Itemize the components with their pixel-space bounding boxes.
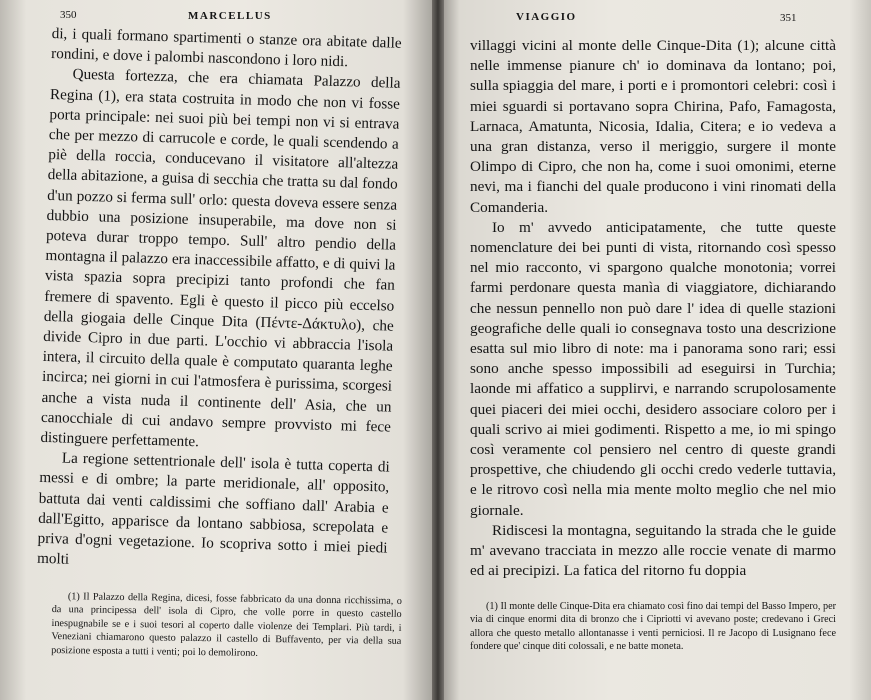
- right-page: [438, 0, 871, 700]
- left-page-number: 350: [60, 9, 77, 21]
- right-running-head: VIAGGIO: [516, 11, 577, 23]
- left-footnote-text: (1) Il Palazzo della Regina, dicesi, fosse fabbricato da una donna ricchissima, o da una principessa dell' isola di Cipro, che volle porre in questo castello inespugnabile se e i suoi tesori al coperto dalle violenze dei Templari. Più tardi, i Veneziani chiamarono questo palazzo il castello di Buffavento, per via della sua posizione esposta a tutti i venti; poi lo demolirono.: [51, 591, 402, 659]
- right-paragraph-1: villaggi vicini al monte delle Cinque-Dita (1); alcune città nelle immense pianure ch' io dominava da lontano; poi, sulla spiaggia del mare, i porti e i promontori celebri: così i miei sguardi si portavano sopra Chirina, Pafo, Famagosta, Larnaca, Amatunta, Nicosia, Idalia, Citera; e io vedeva a una gran distanza, verso il meriggio, surgere il monte Olimpo di Cipro, che non ha, come i suoi omonimi, eterne nevi, ma i fianchi del quale producono i vini rinomati della Comanderia.: [470, 37, 836, 216]
- right-page-number: 351: [780, 12, 797, 24]
- left-body-text: [37, 24, 402, 579]
- left-paragraph-1: di, i quali formano spartimenti o stanze ora abitate dalle rondini, e dove i palombi nascondono i loro nidi.: [50, 24, 402, 71]
- right-paragraph-3: Ridiscesi la montagna, seguitando la strada che le guide m' avevano tracciata in mezzo alle roccie venate di marmo ed ai precipizi. La fatica del ritorno fu doppia: [470, 521, 836, 580]
- book-gutter: [432, 0, 444, 700]
- right-footnote-text: (1) Il monte delle Cinque-Dita era chiamato così fino dai tempi del Basso Impero, per via di cinque enormi dita di bronzo che i Cipriotti vi avevano poste; credevano i Greci allora che questo metallo allontanasse i venti perniciosi. Il re Jacopo di Lusignano fece fondere que' cinque diti colossali, e ne batte moneta.: [470, 601, 836, 653]
- right-footnote: [470, 600, 836, 654]
- left-running-head: MARCELLUS: [188, 10, 272, 22]
- left-paragraph-3: La regione settentrionale dell' isola è tutta coperta di messi e di ombre; la parte meridionale, all' opposito, battuta dai venti caldissimi che soffiano dall' Arabia e dall'Egitto, apparisce da lontano sabbiosa, screpolata e priva d'ogni vegetazione. Io scopriva sotto i miei piedi molti: [36, 449, 390, 568]
- right-paragraph-2: Io m' avvedo anticipatamente, che tutte queste nomenclature dei bei punti di vista, ritornando così spesso nel mio racconto, vi spargono qualche monotonia; vorrei farmi perdonare questa manìa di viaggiatore, dichiarando che nessun pennello non può dare l' idea di quelle stazioni geografiche delle quali io consegnava tosto una descrizione esatta sul mio libro di note: ma i panorama sono rari; essi sono anche spesso impossibili ad eseguirsi in Turchia; laonde mi affatico a supplirvi, e narrando scrupolosamente quei piaceri dei miei occhi, desidero associare coloro per i quali scrivo ai miei godimenti. Rispetto a me, io mi spingo così veramente col pensiero nel centro di queste grandi prospettive, che chiudendo gli occhi credo vederle tuttavia, e le ritrovo così nella mia mente molto meglio che nel mio giornale.: [470, 218, 836, 519]
- left-paragraph-2: Questa fortezza, che era chiamata Palazzo della Regina (1), era stata costruita in modo che non vi fosse porta principale: nei suoi più bei tempi non vi si entrava che per mezzo di carrucole e corde, le quali scendendo a piè della roccia, conducevano il visitatore all'altezza della abitazione, a guisa di secchia che tratta su dal fondo d'un pozzo si ferma sull' orlo: questa doveva essere senza dubbio una posizione insuperabile, ma dove non si poteva durar troppo tempo. Sull' altro pendio della montagna il palazzo era inaccessibile affatto, e di quivi la vista spazia sopra precipizi tanto profondi che fan fremere di spavento. Egli è questo il picco più eccelso della giogaia delle Cinque Dita (Πέντε-Δάκτυλο), che divide Cipro in due parti. L'occhio vi abbraccia l'isola intera, il circuito della quale è computato quaranta leghe incirca; nei giorni in cui l'atmosfera è purissima, scorgesi anche a vista nuda il continente dell' Asia, che un canocchiale di cui andavo sempre provvisto mi fece distinguere perfettamente.: [40, 66, 401, 451]
- right-body-text: [470, 36, 836, 581]
- left-footnote: [51, 590, 402, 662]
